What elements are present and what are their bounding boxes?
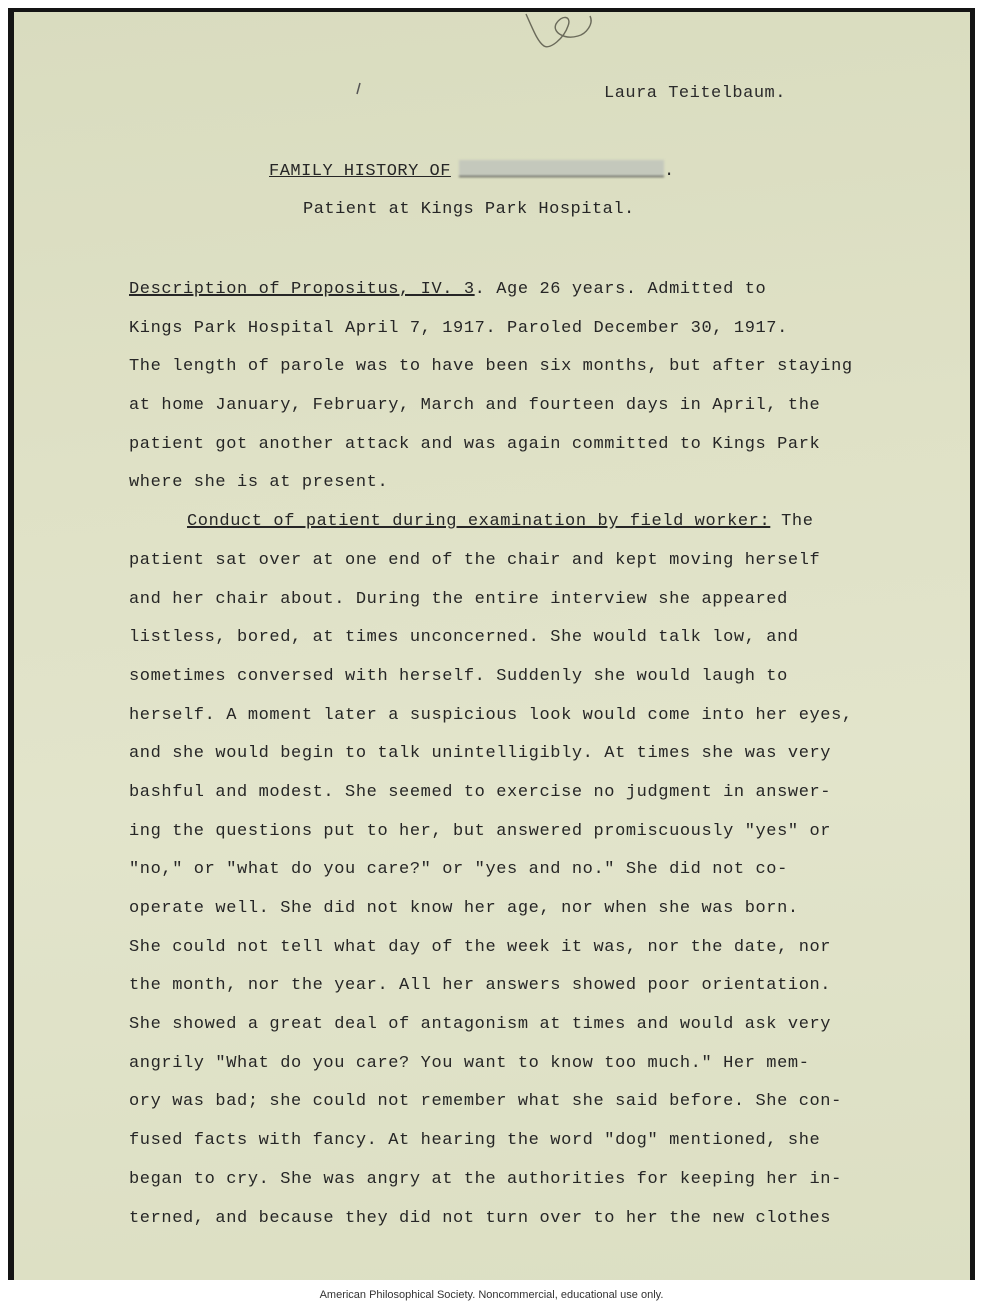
body-line: Conduct of patient during examination by field worker: The	[187, 512, 814, 532]
body-line: the month, nor the year. All her answers showed poor orientation.	[129, 976, 832, 996]
body-line: Description of Propositus, IV. 3. Age 26 years. Admitted to	[129, 280, 767, 299]
pencil-scribble	[494, 12, 614, 72]
author-name: Laura Teitelbaum.	[604, 84, 786, 103]
title-end: .	[663, 162, 675, 181]
document-title	[269, 160, 675, 181]
title-label: FAMILY HISTORY OF	[269, 162, 451, 181]
body-line: where she is at present.	[129, 473, 389, 493]
section-heading-conduct: Conduct of patient during examination by field worker:	[187, 512, 771, 532]
body-line: "no," or "what do you care?" or "yes and no." She did not co-	[129, 860, 788, 880]
document-subtitle: Patient at Kings Park Hospital.	[303, 200, 635, 219]
section-heading-description: Description of Propositus, IV. 3	[129, 280, 475, 299]
body-line: fused facts with fancy. At hearing the word "dog" mentioned, she	[129, 1131, 821, 1151]
body-line: ory was bad; she could not remember what she said before. She con-	[129, 1092, 842, 1112]
body-line: She could not tell what day of the week it was, nor the date, nor	[129, 937, 832, 957]
body-line: sometimes conversed with herself. Suddenly she would laugh to	[129, 666, 788, 686]
body-line: began to cry. She was angry at the authorities for keeping her in-	[129, 1169, 842, 1189]
document-page	[14, 12, 970, 1280]
body-line: angrily "What do you care? You want to know too much." Her mem-	[129, 1053, 810, 1073]
body-line: ing the questions put to her, but answered promiscuously "yes" or	[129, 821, 832, 841]
body-line: at home January, February, March and fourteen days in April, the	[129, 396, 821, 416]
body-line: operate well. She did not know her age, nor when she was born.	[129, 899, 799, 918]
redacted-name	[459, 160, 664, 177]
body-line: bashful and modest. She seemed to exercise no judgment in answer-	[129, 782, 832, 802]
body-line: Kings Park Hospital April 7, 1917. Paroled December 30, 1917.	[129, 318, 788, 338]
body-line: patient got another attack and was again committed to Kings Park	[129, 434, 821, 454]
body-line: terned, and because they did not turn over to her the new clothes	[129, 1208, 832, 1228]
body-line: patient sat over at one end of the chair and kept moving herself	[129, 550, 821, 570]
body-line: She showed a great deal of antagonism at times and would ask very	[129, 1015, 832, 1035]
body-line: herself. A moment later a suspicious look would come into her eyes,	[129, 705, 853, 725]
copyright-footer: American Philosophical Society. Noncommercial, educational use only.	[319, 1289, 664, 1301]
body-line: listless, bored, at times unconcerned. She would talk low, and	[129, 628, 799, 648]
document-body	[129, 271, 939, 1238]
body-line: and her chair about. During the entire interview she appeared	[129, 589, 788, 609]
body-line: The length of parole was to have been six months, but after staying	[129, 357, 853, 377]
body-line: and she would begin to talk unintelligibly. At times she was very	[129, 744, 832, 764]
pencil-mark	[354, 82, 364, 96]
